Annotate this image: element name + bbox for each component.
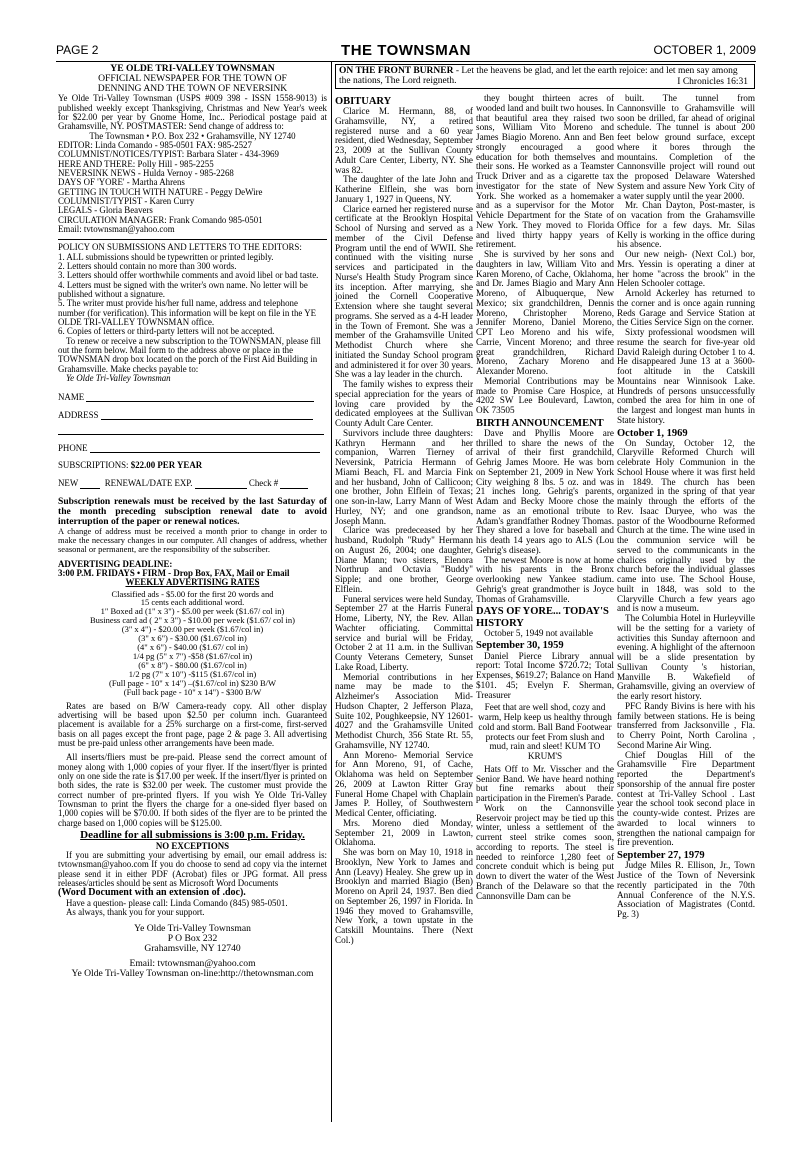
closing-address-line: P O Box 232 <box>167 932 218 944</box>
article-paragraph: She was born on May 10, 1918 in Brooklyn, New York to James and Ann (Leavy) Healey. She grew up in Brooklyn and married Biagio (Ben) Moreno on April 24, 1937. Ben died on September 26, 1997 in Florida. In 1946 they moved to Grahamsville, New York, a town upstate in the Catskill Mountains. There (Next Col.) <box>335 847 473 945</box>
section-heading: OBITUARY <box>335 96 392 107</box>
article-paragraph: The newest Moore is now at home with his parents in the Bronx overlooking new Yankee stadium. Gehrig's great grandmother is Joyce Thomas of Grahamsville. <box>476 554 614 604</box>
policy-item: 5. The writer must provide his/her full name, address and telephone number (for verification). This information will be kept on file in the YE OLDE TRI-VALLEY TOWNSMAN office. <box>58 298 317 328</box>
article-paragraph: built. The tunnel from Cannonsville to Grahamsville will soon be drilled, far ahead of original schedule. The tunnel is about 200 feet below ground surface, except where it bores through the mountains. Completion of the Cannonsville project will round out the proposed Delaware Watershed System and assure New York City of a water supply until the year 2000. <box>617 93 755 201</box>
front-burner-box <box>335 64 755 89</box>
article-paragraph: they bought thirteen acres of wooded land and built two houses. In that beautiful area they raised two sons, William Vito Moreno and James Biagio Moreno. Ann and Ben strongly encouraged a good education for both themselves and their sons. He worked as a Teamster Truck Driver and as a cigarette tax investigator for the state of New York. She worked as a homemaker and as a supervisor for the Motor Vehicle Department for the State of New York. They moved to Florida and lived thirty happy years of retirement. <box>476 93 614 250</box>
staff-line: CIRCULATION MANAGER: Frank Comando 985-0501 <box>58 214 263 225</box>
rate-line: 1/4 pg (5" x 7") -$58 ($1.67/col in) <box>132 651 253 661</box>
history-column <box>617 94 755 920</box>
closing-address <box>58 924 327 979</box>
article-paragraph: Daniel Pierce Library annual report: Total Income $720.72; Total Expenses, $619.27; Balance on Hand $101. 45; Evelyn F. Sherman, Treasurer <box>476 650 614 700</box>
policy-title: POLICY ON SUBMISSIONS AND LETTERS TO THE EDITORS: <box>58 242 302 253</box>
article-paragraph: Clarice was predeceased by her husband, Rudolph "Rudy" Hermann on August 26, 2004; one daughter, Diane Mann; two sisters, Elenora Northrup and Octavia "Buddy" Sipple; and one brother, George Elflein. <box>335 525 473 594</box>
closing-email[interactable]: Email: tvtownsman@yahoo.com <box>129 957 256 969</box>
newspaper-title: THE TOWNSMAN <box>341 42 471 59</box>
article-paragraph: Hats Off to Mr. Visscher and the Senior Band. We have heard nothing but fine remarks about their participation in the Firemen's Parade. <box>476 763 614 803</box>
word-doc-note: (Word Document with an extension of .doc). <box>58 887 246 899</box>
section-heading: DAYS OF YORE... TODAY'S HISTORY <box>476 606 609 629</box>
rate-line: 15 cents each additional word. <box>140 597 245 608</box>
staff-line: HERE AND THERE: Polly Hill - 985-2255 <box>58 158 214 169</box>
closing-address-line: Grahamsville, NY 12740 <box>144 942 241 954</box>
article-paragraph: PFC Randy Bivins is here with his family between stations. He is being transferred from Jacksonville , Fla. to Cherry Point, North Carolina , Second Marine Air Wing. <box>617 700 755 750</box>
closing-website[interactable]: Ye Olde Tri-Valley Townsman on-line:http://thetownsman.com <box>71 967 314 979</box>
renewal-field[interactable] <box>195 478 247 488</box>
address-field[interactable] <box>101 410 313 420</box>
no-exceptions: NO EXCEPTIONS <box>155 840 230 851</box>
article-paragraph: Work on the Cannonsville Reservoir project may be tied up this winter, unless a settlement of the current steel strike comes soon, according to reports. The steel is needed to reinforce 1,280 feet of concrete conduit which is being put down to divert the water of the West Branch of the Delaware so that the Cannonsville Dam can be <box>476 802 614 901</box>
rate-line: (Full back page - 10" x 14") - $300 B/W <box>123 686 262 697</box>
camera-ready-note: Rates are based on B/W Camera-ready copy. All other display advertising will be based upon $2.50 per column inch. Guaranteed placement is available for a 25% surcharge on a first-come, first-served basis on all pages except the front page, page 2 & page 3. All advertising must be pre-paid unless other arrangements have been made. <box>58 700 327 748</box>
final-deadline: Deadline for all submissions is 3:00 p.m. Friday. <box>80 829 305 842</box>
ad-deadline: 3:00 P.M. FRIDAYS • FIRM - Drop Box, FAX, Mail or Email <box>58 567 290 578</box>
page-header <box>56 44 756 60</box>
ad-deadline-title: ADVERTISING DEADLINE: <box>58 558 173 569</box>
masthead-sub2: DENNING AND THE TOWN OF NEVERSINK <box>97 83 288 95</box>
article-paragraph: Dave and Phyllis Moore are thrilled to share the news of the arrival of their first grandchild, Gehrig James Moore. He was born on September 21, 2009 in New York City weighing 8 lbs. 5 oz. and was 21 inches long. Gehrig's parents, Adam and Becky Moore chose the name as an emotional tribute to Adam's grandfather Rodney Thomas. They shared a love for baseball and his death 14 years ago to ALS (Lou Gehrig's disease). <box>476 427 614 555</box>
article-paragraph: Memorial contributions in her name may be made to the Alzheimer's Association Mid-Hudson Chapter, 2 Jefferson Plaza, Suite 102, Poughkeepsie, NY 12601-4027 and the Grahamsville United Methodist Church, 356 State Rt. 55, Grahamsville, NY 12740. <box>335 671 473 750</box>
staff-line: Email: tvtownsman@yahoo.com <box>58 224 175 234</box>
article-paragraph: October 5, 1949 not available <box>484 627 593 638</box>
policy-item: 6. Copies of letters or third-party letters will not be accepted. <box>58 326 275 337</box>
staff-line: COLUMNIST/NOTICES/TYPIST: Barbara Slater - 434-3969 <box>58 149 279 160</box>
staff-line: EDITOR: Linda Comando - 985-0501 FAX: 985-2527 <box>58 139 252 150</box>
subscription-rate: SUBSCRIPTIONS: $22.00 PER YEAR <box>58 459 203 470</box>
rate-line: Classified ads - $5.00 for the first 20 words and <box>111 588 274 599</box>
divider <box>58 239 327 240</box>
payable-to: Ye Olde Tri-Valley Townsman <box>66 373 171 384</box>
article-paragraph: Ann Moreno- Memorial Service for Ann Moreno, 91, of Cache, Oklahoma was held on September 26, 2009 at Lawton Ritter Gray Funeral Home Chapel with Chaplain James P. Holley, of Southwestern Medical Center, officiating. <box>335 749 473 819</box>
article-paragraph: Sixty professional woodsmen will resume the search for five-year old David Raleigh during October 1 to 4. He disappeared June 13 at a 3600-foot altitude in the Catskill Mountains near Winnisook Lake. Hundreds of persons unsuccessfully combed the area for him in one of the largest and longest man hunts in State history. <box>617 327 755 425</box>
article-paragraph: Mrs. Moreno died Monday, September 21, 2009 in Lawton, Oklahoma. <box>335 817 473 848</box>
change-of-address: A change of address must be received a month prior to change in order to make the necessary changes in our computer. All changes of address, whether seasonal or permanent, are the responsibility of the subscriber. <box>58 525 327 554</box>
article-paragraph: Mr. Chan Dayton, Post-master, is on vacation from the Grahamsville Office for a few days. Mr. Silas Kelly is working in the office during his absence. <box>617 200 755 250</box>
phone-field[interactable] <box>90 443 320 453</box>
renewal-notice: Subscription renewals must be received by the last Saturday of the month preceding subsciption renewal date to avoid interruption of the paper or renewal notices. <box>58 495 327 527</box>
advertisement-verse: Feet that are well shod, cozy and warm, Help keep us healthy through cold and storm. Ball Band Footwear protects our feet From slush and mud, rain and sleet! KUM TO KRUM'S <box>478 702 612 761</box>
rate-line: (6" x 8") - $80.00 ($1.67/col in) <box>138 659 247 670</box>
front-burner-label: ON THE FRONT BURNER <box>339 66 454 76</box>
article-paragraph: The Columbia Hotel in Hurleyville will be the setting for a variety of activities this Sunday afternoon and evening. A highlight of the afternoon will be a slide presentation by Sullivan County 's historian, Manville B. Wakefield of Grahamsville, giving an overview of the early resort history. <box>617 613 755 702</box>
form-phone-row: PHONE <box>58 443 327 453</box>
publication-info: Ye Olde Tri-Valley Townsman (USPS #009 398 - ISSN 1558-9013) is published weekly except Thanksgiving, Christmas and New Year's week for $22.00 per year by Gnome Home, Inc.. Periodical postage paid at Grahamsville, NY. POSTMASTER: Send change of address to: <box>58 93 327 132</box>
staff-line: LEGALS - Gloria Beavers <box>58 205 153 216</box>
masthead-sub1: OFFICIAL NEWSPAPER FOR THE TOWN OF <box>98 73 287 85</box>
name-field[interactable] <box>86 392 314 402</box>
front-burner-text: - Let the heavens be glad, and let the earth rejoice: and let men say among the nations, The Lord reigneth. <box>339 66 738 87</box>
ad-rates-list <box>58 590 327 697</box>
announcements-column <box>476 94 614 901</box>
address-field-2[interactable] <box>58 424 324 434</box>
masthead-column <box>58 64 327 979</box>
rate-line: (Full page - 10" x 14") –($1.67/col in) $230 B/W <box>109 677 276 688</box>
policy-item: 1. ALL submissions should be typewritten or printed legibly. <box>58 251 274 262</box>
mailing-address: The Townsman • P.O. Box 232 • Grahamsville, NY 12740 <box>89 130 296 141</box>
form-name-row: NAME <box>58 392 327 402</box>
ad-rates-title: WEEKLY ADVERTISING RATES <box>125 577 260 588</box>
article-paragraph: Judge Miles R. Ellison, Jr., Town Justice of the Town of Neversink recently participated in the 70th Annual Conference of the N.Y.S. Association of Magistrates (Contd. Pg. 3) <box>617 860 755 919</box>
article-paragraph: The family wishes to express their special appreciation for the years of loving care provided by the dedicated employees at the Sullivan County Adult Care Center. <box>335 379 473 429</box>
policy-item: 3. Letters should offer worthwhile comments and avoid libel or bad taste. <box>58 270 319 281</box>
rate-line: Business card ad ( 2" x 3") - $10.00 per week ($1.67/ col in) <box>90 615 295 626</box>
staff-line: DAYS OF 'YORE' - Martha Ahrens <box>58 177 185 188</box>
section-heading: September 27, 1979 <box>617 850 705 862</box>
renew-instructions: To renew or receive a new subscription to the TOWNSMAN, please fill out the form below. Mail form to the address above or place in the TOWNSMAN drop box located on the porch of the First Aid Building in Grahamsville. Make checks payable to: <box>58 335 321 374</box>
article-paragraph: Chief Douglas Hill of the Grahamsville Fire Department reported the Department's sponsorship of the annual fire poster contest at Tri-Valley School . Last year the school took second place in the county-wide contest. Prizes are awarded to local winners to strengthen the national campaign for fire prevention. <box>617 749 755 848</box>
article-paragraph: She is survived by her sons and daughters in law, William Vito and Karen Moreno, of Cache, Oklahoma, and Dr. James Biagio and Mary Ann Moreno, of Albuquerque, New Mexico; six grandchildren, Dennis Moreno, Christopher Moreno, Jennifer Moreno, Daniel Moreno, CPT Leo Moreno and his wife, Carrie, Vincent Moreno; and three great grandchildren, Richard Moreno, Zachary Moreno and Alexander Moreno. <box>476 249 614 376</box>
section-heading: BIRTH ANNOUNCEMENT <box>476 417 604 429</box>
article-paragraph: Clarice M. Hermann, 88, of Grahamsville, NY, a retired registered nurse and a 60 year resident, died Wednesday, September 23, 2009 at the Sullivan County Adult Care Center, Liberty, NY. She was 82. <box>335 106 473 175</box>
policy-item: 4. Letters must be signed with the writer's own name. No letter will be published without a signature. <box>58 279 308 300</box>
policy-item: 2. Letters should contain no more than 300 words. <box>58 261 237 272</box>
page-number: PAGE 2 <box>56 43 99 57</box>
staff-line: COLUMNIST/TYPIST - Karen Curry <box>58 195 195 206</box>
article-paragraph: Memorial Contributions may be made to Promise Care Hospice, at 4202 SW Lee Boulevard, Lawton, OK 73505 <box>476 375 614 415</box>
header-rule <box>56 61 756 62</box>
staff-line: NEVERSINK NEWS - Hulda Vernoy - 985-2268 <box>58 167 234 178</box>
rate-line: (3" x 6") - $30.00 ($1.67/col in) <box>138 633 247 644</box>
article-paragraph: Funeral services were held Sunday, September 27 at the Harris Funeral Home, Liberty, NY, the Rev. Allan Wachter officiating. Committal service and burial will be Friday, October 2 at 11 a.m. in the Sullivan County Veterans Cemetery, Sunset Lake Road, Liberty. <box>335 593 473 672</box>
closing-address-line: Ye Olde Tri-Valley Townsman <box>134 922 251 934</box>
inserts-note: All inserts/fliers must be pre-paid. Please send the correct amount of money along with 1,000 copies of your flyer. If the insert/flyer is printed only on one side the rate is $17.00 per week. If the insert/flyer is printed on both sides, the rate is $32.00 per week. The customer must provide the correct number of pre-printed flyers. If you wish Ye Olde Tri-Valley Townsman to print the flyers the charge for a one-sided flyer based on 1,000 copies will be $70.00. If both sides of the flyer are to be printed the charge based on 1,000 copies will be $125.00. <box>58 752 327 828</box>
new-field[interactable] <box>80 478 100 488</box>
rate-line: 1/2 pg (7" x 10") -$115 ($1.67/col in) <box>128 668 257 679</box>
form-address-row: ADDRESS <box>58 410 327 420</box>
section-heading: September 30, 1959 <box>476 640 564 652</box>
section-heading: October 1, 1969 <box>617 427 688 439</box>
column-divider <box>331 62 332 1122</box>
questions-line: Have a question- please call: Linda Comando (845) 985-0501. <box>66 897 288 908</box>
rate-line: 1" Boxed ad (1" x 3") - $5.00 per week ($1.67/ col in) <box>100 606 285 617</box>
article-paragraph: The daughter of the late John and Katherine Elflein, she was born January 1, 1927 in Queens, NY. <box>335 174 473 204</box>
check-field[interactable] <box>280 478 308 488</box>
staff-line: GETTING IN TOUCH WITH NATURE - Peggy DeWire <box>58 186 263 197</box>
masthead-name: YE OLDE TRI-VALLEY TOWNSMAN <box>110 63 275 74</box>
article-paragraph: On Sunday, October 12, the Claryville Reformed Church will celebrate Holy Communion in the School House where it was first held in 1849. The church has been organized in the spring of that year mainly through the efforts of the Rev. Isaac Duryee, who was the pastor of the Woodbourne Reformed Church at the time. The wine used in the communion service will be served to the communicants in the chalices originally used by the church before the individual glasses came into use. The School House, built in 1848, was sold to the Claryville Church a few years ago and is now a museum. <box>617 437 755 614</box>
email-note: If you are submitting your advertising by email, our email address is: tvtownsman@yahoo.com If you do choose to send ad copy via the internet please send it in either PDF (Acrobat) files or JPG format. All press releases/articles should be sent as Microsoft Word Documents <box>58 849 327 888</box>
form-status-row: NEW RENEWAL/DATE EXP. Check # <box>58 478 327 488</box>
article-paragraph: Clarice earned her registered nurse certificate at the Brooklyn Hospital School of Nursing and served as a member of the Civil Defense Program until the end of WWII. She continued with the visiting nurse services and participated in the Nurse's Health Study Program since its inception. After marrying, she joined the Cornell Cooperative Extension where she taught several programs. She served as a 4-H leader in the Town of Fremont. She was a member of the Grahamsville United Methodist Church where she initiated the Sunday School program and administered it for over 30 years. She was a lay leader in the church. <box>335 203 473 380</box>
article-paragraph: Survivors include three daughters: Kathryn Hermann and her companion, Warren Tierney of Neversink, Patricia Hermann of Miami Beach, FL and Marcia Fink and her husband, John of Callicoon; one brother, John Elflein of Texas; one son-in-law, Larry Mann of West Hurley, NY; and one grandson, Joseph Mann. <box>335 427 473 526</box>
issue-date: OCTOBER 1, 2009 <box>653 43 756 57</box>
rate-line: (3" x 4") - $20.00 per week ($1.67/col in) <box>121 624 264 635</box>
obituary-column <box>335 94 473 946</box>
article-paragraph: Our new neigh- (Next Col.) bor, Mrs. Yessin is operating a diner at her home "across the brook" in the Helen Schooler cottage. <box>617 249 755 289</box>
article-paragraph: Arnold Ackerley has returned to the corner and is once again running Reds Garage and Service Station at the Cities Service Sign on the corner. <box>617 288 755 328</box>
rate-line: (4" x 6") - $40.00 ($1.67/ col in) <box>137 642 248 653</box>
staff-list <box>58 141 327 234</box>
thanks-line: As always, thank you for your support. <box>66 907 205 918</box>
front-burner-citation: I Chronicles 16:31 <box>677 76 748 87</box>
